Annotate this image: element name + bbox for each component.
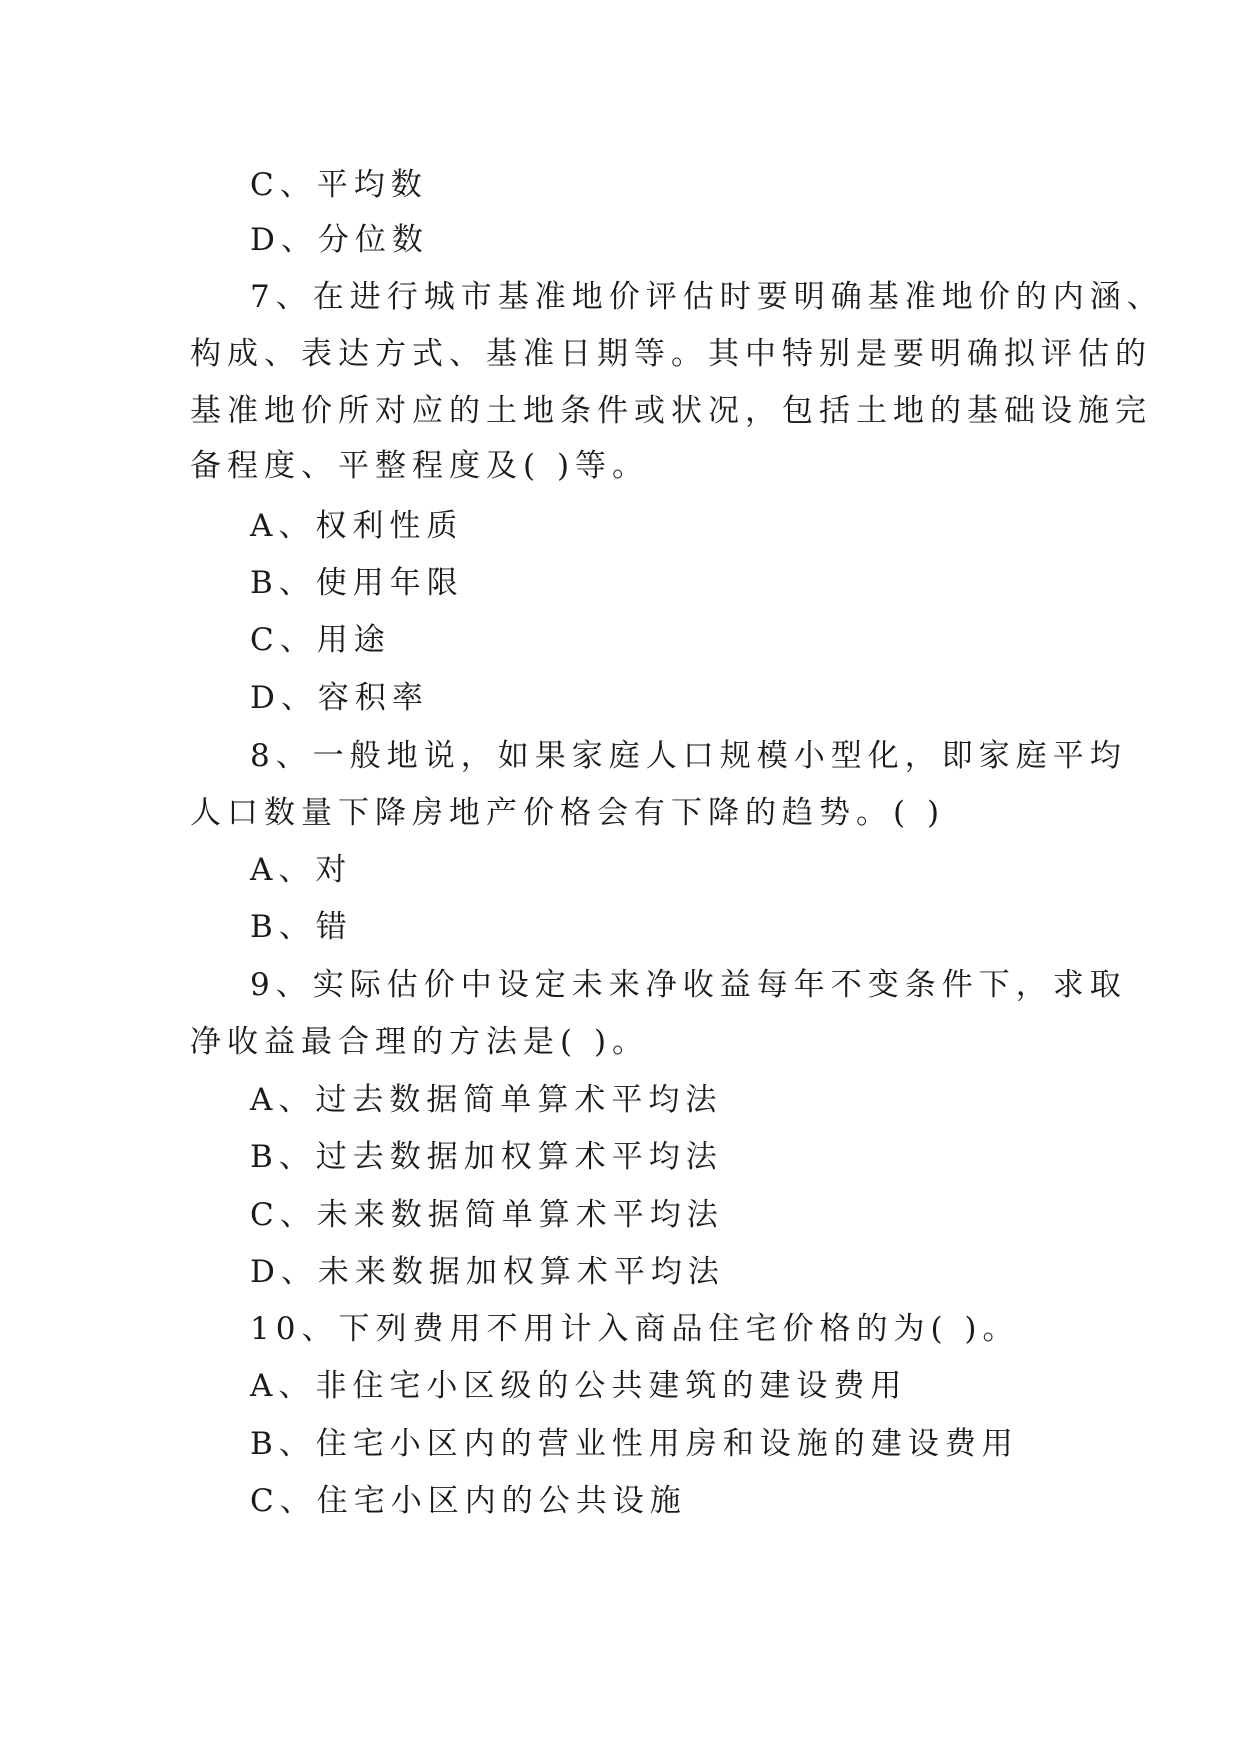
option-line: D、容积率 bbox=[250, 680, 429, 716]
option-line: C、平均数 bbox=[250, 167, 428, 203]
option-line: D、未来数据加权算术平均法 bbox=[250, 1254, 725, 1290]
option-line: A、非住宅小区级的公共建筑的建设费用 bbox=[250, 1368, 908, 1404]
question-9-line: 净收益最合理的方法是( )。 bbox=[190, 1024, 650, 1060]
option-line: A、对 bbox=[250, 852, 353, 888]
option-line: A、过去数据简单算术平均法 bbox=[250, 1082, 723, 1118]
question-8-line: 人口数量下降房地产价格会有下降的趋势。( ) bbox=[190, 795, 946, 831]
option-line: A、权利性质 bbox=[250, 508, 464, 544]
question-7-line: 备程度、平整程度及( )等。 bbox=[190, 448, 650, 484]
option-line: B、住宅小区内的营业性用房和设施的建设费用 bbox=[250, 1426, 1019, 1462]
question-9-first-line: 9、实际估价中设定未来净收益每年不变条件下，求取 bbox=[250, 967, 1127, 1003]
question-7-first-line: 7、在进行城市基准地价评估时要明确基准地价的内涵、 bbox=[250, 279, 1164, 315]
question-7-line: 基准地价所对应的土地条件或状况，包括土地的基础设施完 bbox=[190, 393, 1152, 429]
option-line: B、错 bbox=[250, 909, 353, 945]
option-line: C、未来数据简单算术平均法 bbox=[250, 1197, 724, 1233]
option-line: D、分位数 bbox=[250, 222, 429, 258]
question-8-first-line: 8、一般地说，如果家庭人口规模小型化，即家庭平均 bbox=[250, 738, 1127, 774]
option-line: C、用途 bbox=[250, 622, 391, 658]
question-10-first-line: 10、下列费用不用计入商品住宅价格的为( )。 bbox=[250, 1311, 1020, 1347]
option-line: B、过去数据加权算术平均法 bbox=[250, 1139, 723, 1175]
option-line: B、使用年限 bbox=[250, 565, 464, 601]
option-line: C、住宅小区内的公共设施 bbox=[250, 1483, 687, 1519]
question-7-line: 构成、表达方式、基准日期等。其中特别是要明确拟评估的 bbox=[190, 336, 1152, 372]
